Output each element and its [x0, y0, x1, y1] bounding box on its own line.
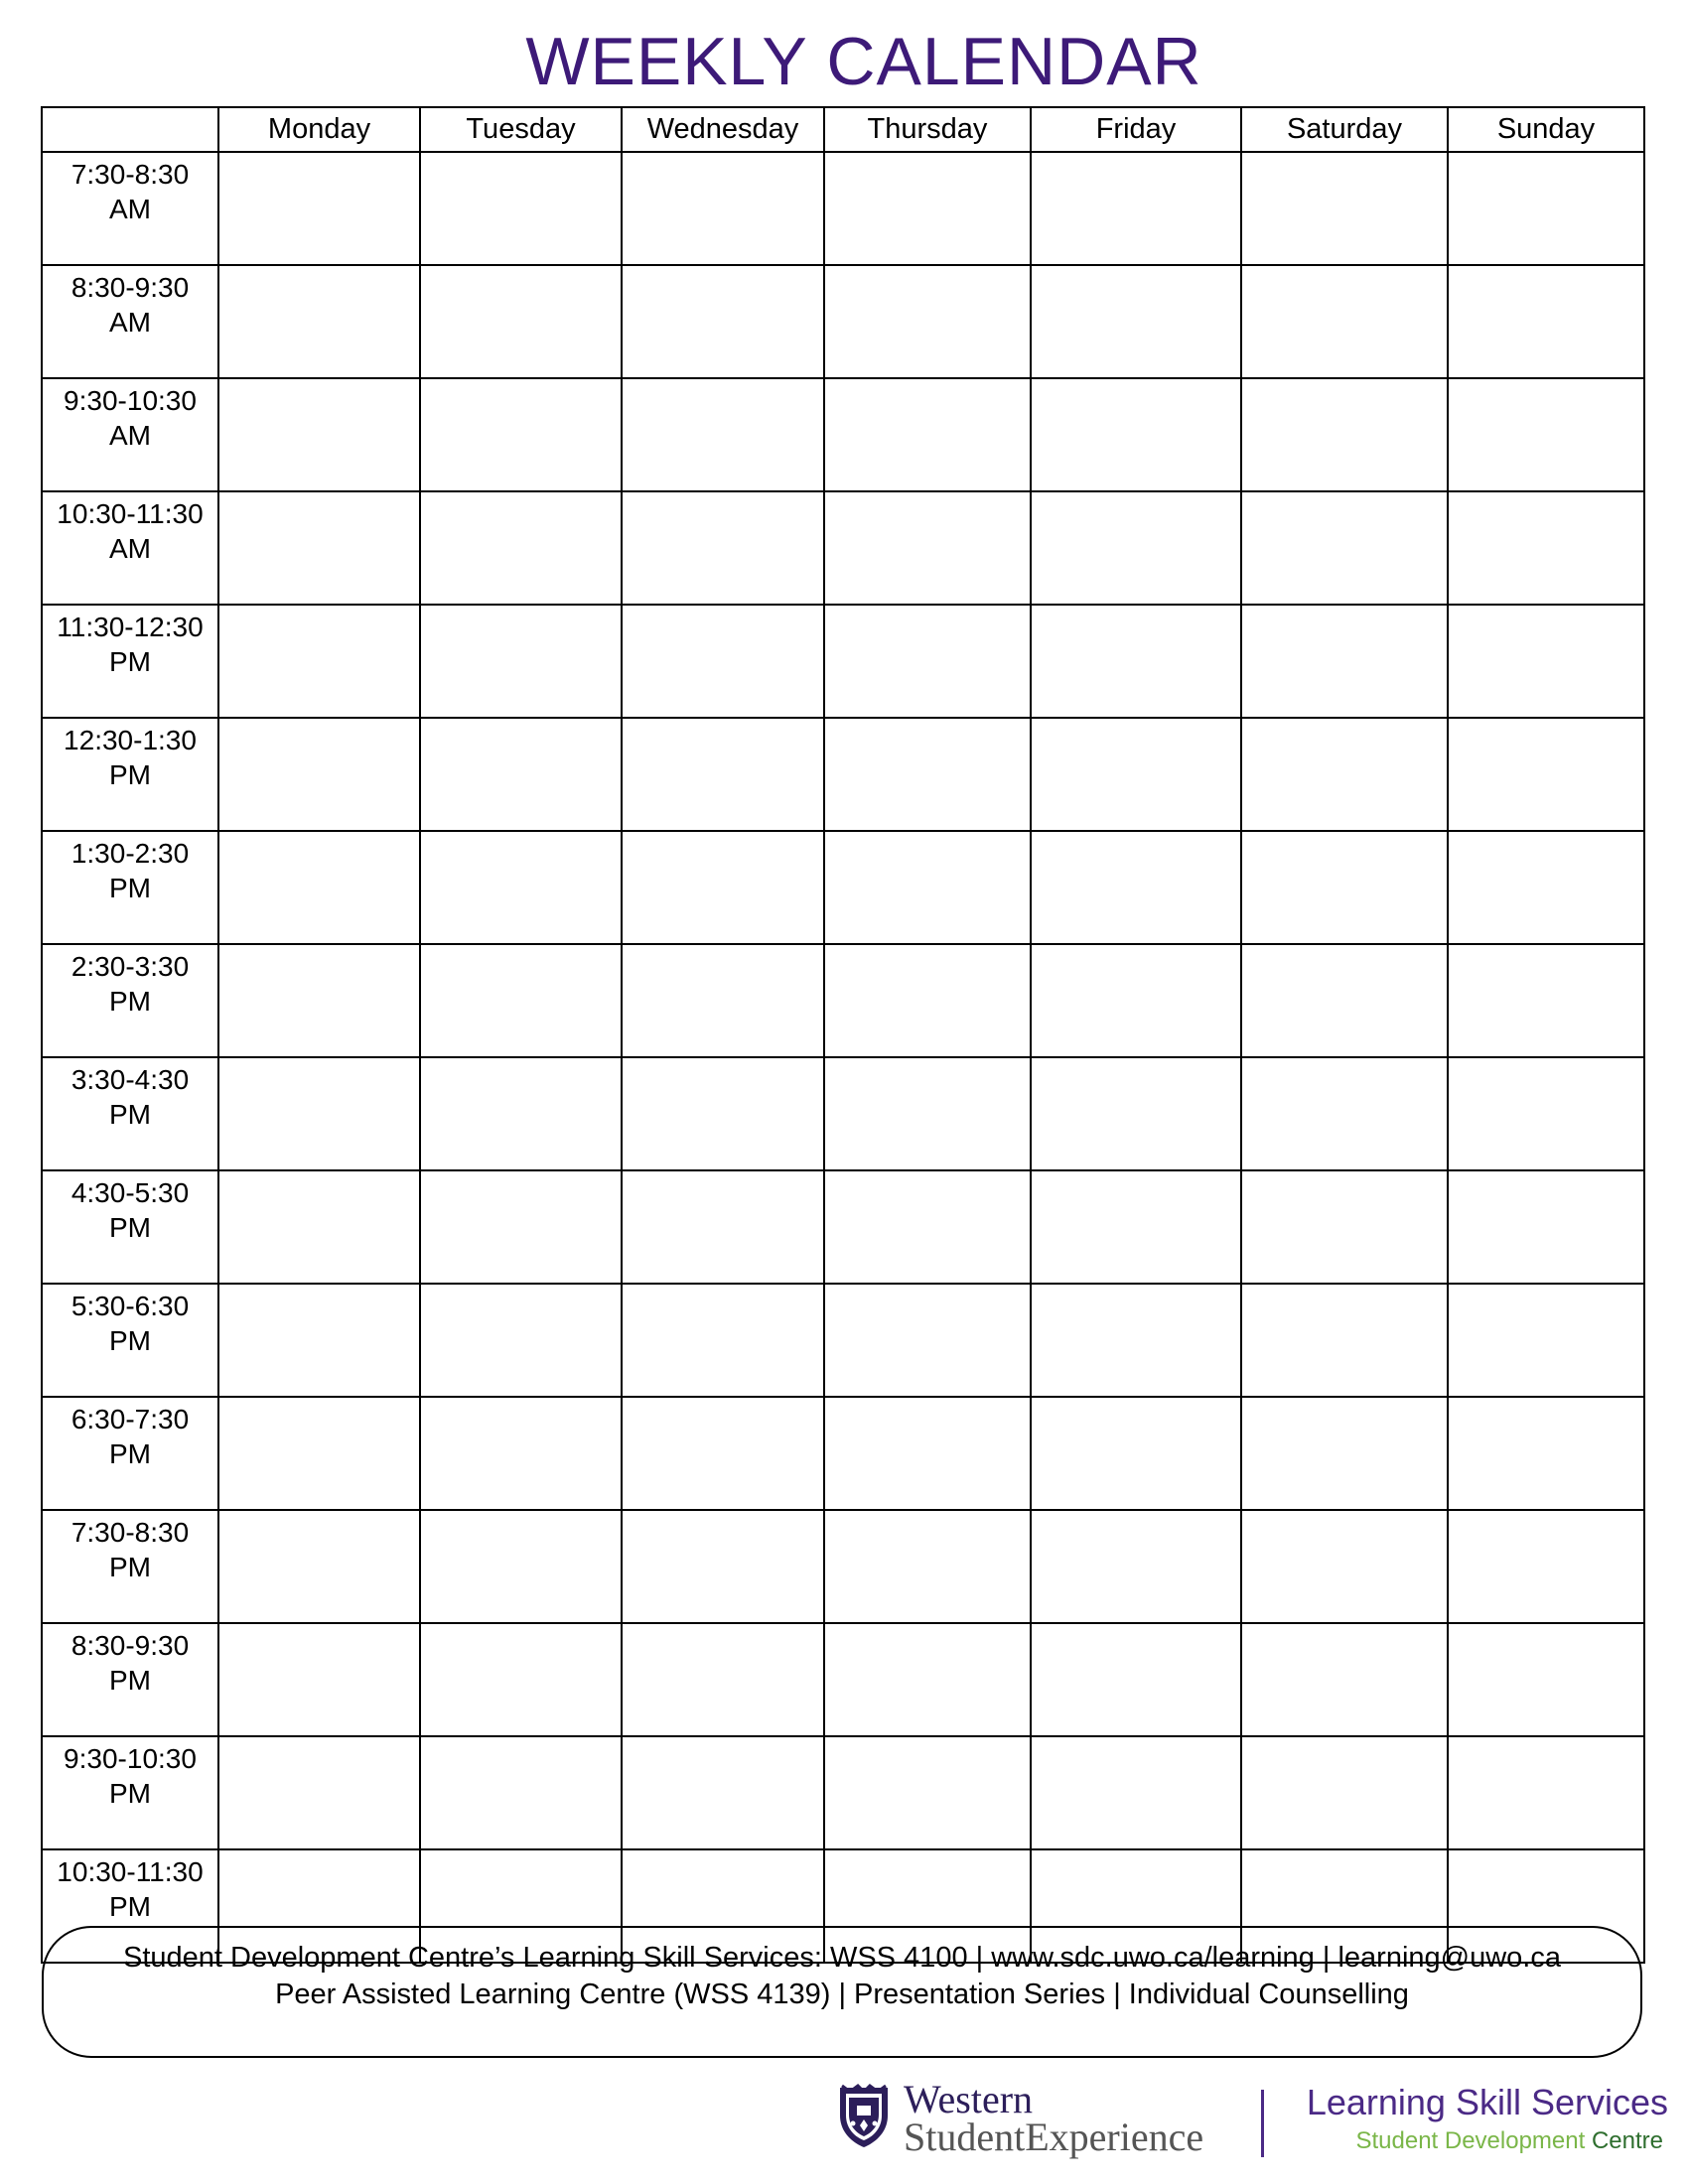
day-header: Sunday: [1448, 107, 1644, 152]
calendar-cell-thursday: [824, 1057, 1031, 1170]
calendar-cell-wednesday: [622, 1057, 824, 1170]
time-range: 7:30-8:30: [70, 1517, 190, 1548]
calendar-cell-wednesday: [622, 1510, 824, 1623]
header-row: [42, 107, 1644, 152]
calendar-cell-monday: [218, 1397, 420, 1510]
calendar-cell-sunday: [1448, 152, 1644, 265]
calendar-cell-saturday: [1241, 152, 1448, 265]
calendar-cell-friday: [1031, 265, 1241, 378]
time-slot-label: [42, 944, 218, 1057]
calendar-cell-sunday: [1448, 605, 1644, 718]
table-row: [42, 1284, 1644, 1397]
calendar-cell-friday: [1031, 1170, 1241, 1284]
calendar-cell-tuesday: [420, 152, 622, 265]
day-header: Saturday: [1241, 107, 1448, 152]
calendar-cell-monday: [218, 152, 420, 265]
time-period: PM: [109, 1438, 151, 1469]
calendar-cell-friday: [1031, 491, 1241, 605]
time-period: AM: [109, 194, 151, 224]
calendar-cell-sunday: [1448, 491, 1644, 605]
calendar-cell-monday: [218, 1623, 420, 1736]
calendar-cell-wednesday: [622, 1284, 824, 1397]
table-row: [42, 1510, 1644, 1623]
calendar-cell-monday: [218, 1057, 420, 1170]
time-range: 8:30-9:30: [70, 1630, 190, 1661]
calendar-cell-friday: [1031, 718, 1241, 831]
service-name: Learning Skill Services: [1306, 2082, 1668, 2122]
calendar-cell-sunday: [1448, 1623, 1644, 1736]
time-range: 6:30-7:30: [70, 1404, 190, 1434]
calendar-cell-saturday: [1241, 1623, 1448, 1736]
time-slot-label: [42, 152, 218, 265]
time-period: PM: [109, 1212, 151, 1243]
calendar-cell-friday: [1031, 1510, 1241, 1623]
calendar-cell-thursday: [824, 944, 1031, 1057]
calendar-cell-monday: [218, 1510, 420, 1623]
time-period: PM: [109, 1665, 151, 1696]
calendar-cell-tuesday: [420, 1623, 622, 1736]
time-range: 10:30-11:30: [57, 498, 204, 529]
time-range: 9:30-10:30: [64, 385, 197, 416]
calendar-cell-sunday: [1448, 265, 1644, 378]
service-subtitle: [1291, 2126, 1663, 2156]
calendar-cell-monday: [218, 378, 420, 491]
calendar-cell-wednesday: [622, 605, 824, 718]
table-row: [42, 152, 1644, 265]
calendar-cell-tuesday: [420, 1510, 622, 1623]
time-range: 3:30-4:30: [70, 1064, 190, 1095]
calendar-cell-monday: [218, 944, 420, 1057]
calendar-cell-friday: [1031, 831, 1241, 944]
calendar-cell-saturday: [1241, 831, 1448, 944]
calendar-cell-thursday: [824, 718, 1031, 831]
calendar-cell-monday: [218, 605, 420, 718]
calendar-cell-thursday: [824, 605, 1031, 718]
time-slot-label: [42, 1057, 218, 1170]
calendar-cell-sunday: [1448, 944, 1644, 1057]
calendar-cell-thursday: [824, 1284, 1031, 1397]
time-slot-label: [42, 1397, 218, 1510]
calendar-cell-saturday: [1241, 1736, 1448, 1849]
logo-word-western: Western: [904, 2077, 1034, 2121]
time-period: PM: [109, 1099, 151, 1130]
calendar-cell-monday: [218, 1736, 420, 1849]
calendar-cell-friday: [1031, 152, 1241, 265]
calendar-cell-monday: [218, 265, 420, 378]
calendar-cell-wednesday: [622, 491, 824, 605]
calendar-cell-thursday: [824, 152, 1031, 265]
calendar-cell-sunday: [1448, 1284, 1644, 1397]
western-student-experience-logo: [836, 2078, 1253, 2167]
calendar-cell-saturday: [1241, 1397, 1448, 1510]
calendar-cell-wednesday: [622, 152, 824, 265]
calendar-cell-saturday: [1241, 491, 1448, 605]
calendar-cell-sunday: [1448, 1397, 1644, 1510]
calendar-cell-tuesday: [420, 1284, 622, 1397]
time-range: 2:30-3:30: [70, 951, 190, 982]
calendar-cell-sunday: [1448, 1057, 1644, 1170]
calendar-cell-thursday: [824, 1623, 1031, 1736]
day-header: Monday: [218, 107, 420, 152]
calendar-cell-tuesday: [420, 378, 622, 491]
time-range: 7:30-8:30: [70, 159, 190, 190]
day-header: Wednesday: [622, 107, 824, 152]
calendar-cell-tuesday: [420, 1736, 622, 1849]
calendar-cell-friday: [1031, 1057, 1241, 1170]
time-range: 1:30-2:30: [70, 838, 190, 869]
calendar-cell-friday: [1031, 1623, 1241, 1736]
calendar-cell-sunday: [1448, 1170, 1644, 1284]
logo-word-student-experience: StudentExperience: [904, 2115, 1204, 2159]
calendar-cell-tuesday: [420, 265, 622, 378]
calendar-cell-sunday: [1448, 378, 1644, 491]
calendar-cell-tuesday: [420, 718, 622, 831]
calendar-cell-saturday: [1241, 1284, 1448, 1397]
time-period: PM: [109, 986, 151, 1017]
calendar-cell-tuesday: [420, 1397, 622, 1510]
calendar-cell-saturday: [1241, 944, 1448, 1057]
time-slot-label: [42, 1736, 218, 1849]
calendar-cell-saturday: [1241, 1170, 1448, 1284]
calendar-cell-thursday: [824, 1397, 1031, 1510]
calendar-cell-wednesday: [622, 718, 824, 831]
calendar-cell-friday: [1031, 1397, 1241, 1510]
corner-cell: [42, 107, 218, 152]
calendar-cell-wednesday: [622, 1736, 824, 1849]
table-row: [42, 718, 1644, 831]
service-subtitle-part1: Student Development: [1355, 2127, 1586, 2154]
calendar-cell-friday: [1031, 605, 1241, 718]
calendar-cell-tuesday: [420, 944, 622, 1057]
calendar-cell-thursday: [824, 831, 1031, 944]
time-range: 5:30-6:30: [70, 1291, 190, 1321]
table-row: [42, 265, 1644, 378]
calendar-cell-friday: [1031, 378, 1241, 491]
calendar-cell-saturday: [1241, 378, 1448, 491]
table-row: [42, 1736, 1644, 1849]
table-row: [42, 1170, 1644, 1284]
table-row: [42, 605, 1644, 718]
calendar-cell-tuesday: [420, 491, 622, 605]
calendar-cell-wednesday: [622, 265, 824, 378]
footer-line-1: Student Development Centre’s Learning Skill Services: WSS 4100 | www.sdc.uwo.ca/learning | learning@uwo.ca: [123, 1942, 1561, 1974]
calendar-cell-monday: [218, 718, 420, 831]
calendar-cell-friday: [1031, 1284, 1241, 1397]
table-row: [42, 378, 1644, 491]
calendar-cell-wednesday: [622, 944, 824, 1057]
time-slot-label: [42, 605, 218, 718]
time-range: 11:30-12:30: [57, 612, 204, 642]
time-period: PM: [109, 1778, 151, 1809]
calendar-cell-sunday: [1448, 718, 1644, 831]
calendar-cell-thursday: [824, 1736, 1031, 1849]
time-slot-label: [42, 378, 218, 491]
calendar-cell-wednesday: [622, 1170, 824, 1284]
time-period: PM: [109, 873, 151, 903]
time-period: PM: [109, 1552, 151, 1582]
calendar-cell-saturday: [1241, 1057, 1448, 1170]
time-period: PM: [109, 1891, 151, 1922]
brand-divider: [1261, 2090, 1264, 2157]
calendar-cell-sunday: [1448, 1510, 1644, 1623]
weekly-calendar-table: [41, 106, 1645, 1964]
calendar-cell-wednesday: [622, 1397, 824, 1510]
footer-line-2: Peer Assisted Learning Centre (WSS 4139) | Presentation Series | Individual Counselling: [275, 1979, 1409, 2010]
calendar-cell-saturday: [1241, 265, 1448, 378]
calendar-cell-friday: [1031, 944, 1241, 1057]
time-period: AM: [109, 420, 151, 451]
calendar-cell-monday: [218, 1284, 420, 1397]
calendar-cell-saturday: [1241, 718, 1448, 831]
time-range: 4:30-5:30: [70, 1177, 190, 1208]
time-period: AM: [109, 307, 151, 338]
calendar-cell-monday: [218, 831, 420, 944]
time-range: 8:30-9:30: [70, 272, 190, 303]
time-period: PM: [109, 1325, 151, 1356]
time-slot-label: [42, 1284, 218, 1397]
calendar-cell-tuesday: [420, 831, 622, 944]
western-shield-icon: [836, 2082, 892, 2149]
calendar-cell-monday: [218, 491, 420, 605]
time-period: AM: [109, 533, 151, 564]
table-row: [42, 1623, 1644, 1736]
calendar-cell-wednesday: [622, 1623, 824, 1736]
footer-info-box: [42, 1926, 1642, 2058]
time-range: 9:30-10:30: [64, 1743, 197, 1774]
time-slot-label: [42, 491, 218, 605]
calendar-cell-sunday: [1448, 1736, 1644, 1849]
table-row: [42, 491, 1644, 605]
table-row: [42, 1057, 1644, 1170]
day-header: Thursday: [824, 107, 1031, 152]
page-title: WEEKLY CALENDAR: [525, 24, 1202, 99]
calendar-cell-tuesday: [420, 1170, 622, 1284]
calendar-cell-tuesday: [420, 605, 622, 718]
table-row: [42, 1397, 1644, 1510]
calendar-cell-thursday: [824, 491, 1031, 605]
time-period: PM: [109, 646, 151, 677]
calendar-body: [42, 152, 1644, 1963]
table-row: [42, 944, 1644, 1057]
calendar-cell-wednesday: [622, 831, 824, 944]
time-slot-label: [42, 718, 218, 831]
time-slot-label: [42, 831, 218, 944]
calendar-cell-saturday: [1241, 1510, 1448, 1623]
service-subtitle-part2: Centre: [1591, 2127, 1663, 2154]
calendar-cell-tuesday: [420, 1057, 622, 1170]
calendar-cell-monday: [218, 1170, 420, 1284]
time-slot-label: [42, 1623, 218, 1736]
calendar-cell-sunday: [1448, 831, 1644, 944]
calendar-cell-saturday: [1241, 605, 1448, 718]
table-row: [42, 831, 1644, 944]
day-header: Friday: [1031, 107, 1241, 152]
calendar-cell-friday: [1031, 1736, 1241, 1849]
time-period: PM: [109, 759, 151, 790]
time-range: 12:30-1:30: [64, 725, 197, 755]
time-slot-label: [42, 1170, 218, 1284]
calendar-cell-thursday: [824, 1170, 1031, 1284]
day-header: Tuesday: [420, 107, 622, 152]
time-range: 10:30-11:30: [57, 1856, 204, 1887]
calendar-cell-thursday: [824, 378, 1031, 491]
time-slot-label: [42, 265, 218, 378]
calendar-cell-thursday: [824, 265, 1031, 378]
time-slot-label: [42, 1510, 218, 1623]
calendar-cell-thursday: [824, 1510, 1031, 1623]
calendar-cell-wednesday: [622, 378, 824, 491]
